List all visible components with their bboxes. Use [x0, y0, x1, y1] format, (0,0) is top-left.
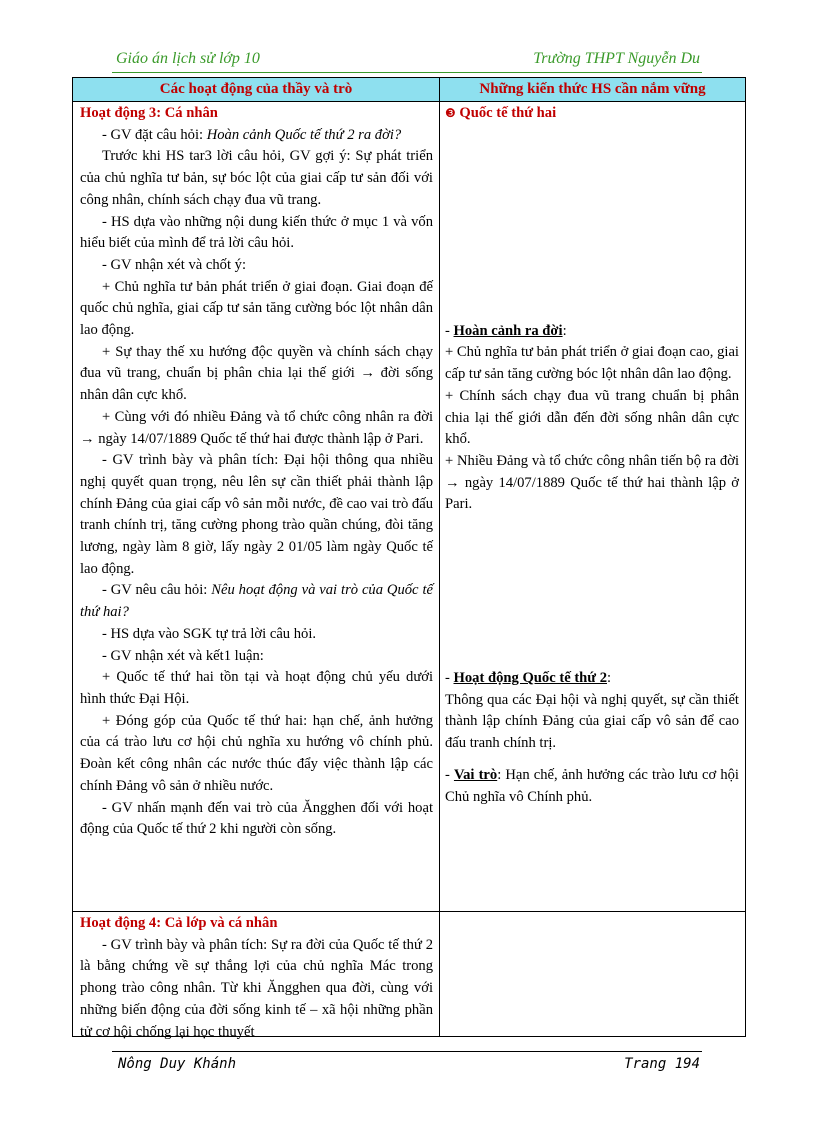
paragraph: + Sự thay thế xu hướng độc quyền và chính sách chạy đua vũ trang, chuẩn bị phân chia lại thế giới → đời sống nhân dân cực khổ.	[80, 343, 433, 404]
knowledge-cell	[440, 102, 745, 911]
paragraph: + Chính sách chạy đua vũ trang chuẩn bị phân chia lại thế giới dẫn đến đời sống nhân dân cực khổ.	[445, 387, 739, 448]
paragraph-role: - Vai trò: Hạn chế, ảnh hưởng các trào lưu cơ hội Chủ nghĩa vô Chính phủ.	[445, 766, 739, 805]
paragraph: Trước khi HS tar3 lời câu hỏi, GV gợi ý: Sự phát triển của chủ nghĩa tư bản, sự bóc lột của giai cấp tư sản đối với công nhân, chính sách chạy đua vũ trang.	[80, 148, 433, 208]
paragraph: - GV trình bày và phân tích: Sự ra đời của Quốc tế thứ 2 là bằng chứng về sự thắng lợi của chủ nghĩa Mác trong phong trào công nhân. Từ khi Ăngghen qua đời, cùng với những biến động của đời sống kinh tế – xã hội những phần tử cơ hội chống lại học thuyết	[80, 936, 433, 1040]
paragraph: - HS dựa vào những nội dung kiến thức ở mục 1 và vốn hiểu biết của mình để trả lời câu hỏi.	[80, 213, 433, 252]
page-footer	[112, 1051, 702, 1076]
paragraph: + Quốc tế thứ hai tồn tại và hoạt động chủ yếu dưới hình thức Đại Hội.	[80, 669, 433, 707]
col2-header: Những kiến thức HS cần nắm vững	[440, 78, 745, 101]
header-school-name: Trường THPT Nguyễn Du	[533, 50, 700, 67]
activity-4-title: Hoạt động 4: Cả lớp và cá nhân	[80, 915, 278, 931]
paragraph: + Chủ nghĩa tư bản phát triển ở giai đoạn. Giai đoạn đế quốc chủ nghĩa, giai cấp tư sản tăng cường bóc lột nhân dân lao động.	[80, 278, 433, 339]
section-title: ❸ Quốc tế thứ hai	[445, 105, 557, 121]
page-header	[112, 48, 702, 73]
paragraph: - GV đặt câu hỏi: Hoàn cảnh Quốc tế thứ 2 ra đời?	[102, 126, 402, 143]
table-row-activity-4	[73, 911, 745, 1040]
paragraph: - GV nhấn mạnh đến vai trò của Ăngghen đối với hoạt động của Quốc tế thứ 2 khi người còn sống.	[80, 799, 433, 838]
paragraph: - GV nêu câu hỏi: Nêu hoạt động và vai trò của Quốc tế thứ hai?	[80, 582, 433, 621]
subheading-context: - Hoàn cảnh ra đời:	[445, 322, 567, 339]
subheading-activity: - Hoạt động Quốc tế thứ 2:	[445, 670, 612, 687]
paragraph: + Chủ nghĩa tư bản phát triển ở giai đoạn cao, giai cấp tư sản tăng cường bóc lột nhân dân lao động.	[445, 344, 739, 383]
activity-3-title: Hoạt động 3: Cá nhân	[80, 105, 218, 121]
footer-page-number: Trang 194	[624, 1056, 700, 1072]
paragraph: + Đóng góp của Quốc tế thứ hai: hạn chế, ảnh hưởng của cá trào lưu cơ hội chủ nghĩa xu hướng vô chính phủ. Đoàn kết công nhân các nước thúc đẩy việc thành lập các chính Đảng vô sản ở nhiều nước.	[80, 712, 433, 794]
lesson-table	[72, 77, 746, 1040]
col1-header: Các hoạt động của thầy và trò	[73, 78, 440, 101]
table-header-row	[73, 78, 745, 101]
paragraph: - GV nhận xét và kết1 luận:	[102, 647, 264, 664]
empty-knowledge-cell	[440, 912, 745, 1036]
paragraph: - HS dựa vào SGK tự trả lời câu hỏi.	[102, 625, 317, 642]
paragraph: + Cùng với đó nhiều Đảng và tổ chức công nhân ra đời → ngày 14/07/1889 Quốc tế thứ hai được thành lập ở Pari.	[80, 408, 433, 447]
table-row-activity-3	[73, 101, 745, 911]
paragraph: - GV trình bày và phân tích: Đại hội thông qua nhiều nghị quyết quan trọng, nêu lên sự cần thiết phải thành lập chính Đảng của giai cấp vô sản mỗi nước, đề cao vai trò đấu tranh chính trị, tăng cường phong trào quần chúng, đòi tăng lương, ngày làm 8 giờ, lấy ngày 2 01/05 làm ngày Quốc tế lao động.	[80, 452, 433, 577]
header-course-title: Giáo án lịch sử lớp 10	[116, 50, 260, 67]
number-3-bullet-icon: ❸	[445, 106, 456, 120]
paragraph: - GV nhận xét và chốt ý:	[102, 256, 247, 273]
paragraph: + Nhiều Đảng và tổ chức công nhân tiến bộ ra đời → ngày 14/07/1889 Quốc tế thứ hai thành lập ở Pari.	[445, 452, 739, 513]
footer-author: Nông Duy Khánh	[118, 1056, 237, 1072]
paragraph: Thông qua các Đại hội và nghị quyết, sự cần thiết thành lập chính Đảng của giai cấp vô sản để cao đấu tranh chính trị.	[445, 691, 739, 752]
activity-4-cell	[73, 912, 440, 1040]
activity-3-cell	[73, 102, 440, 911]
